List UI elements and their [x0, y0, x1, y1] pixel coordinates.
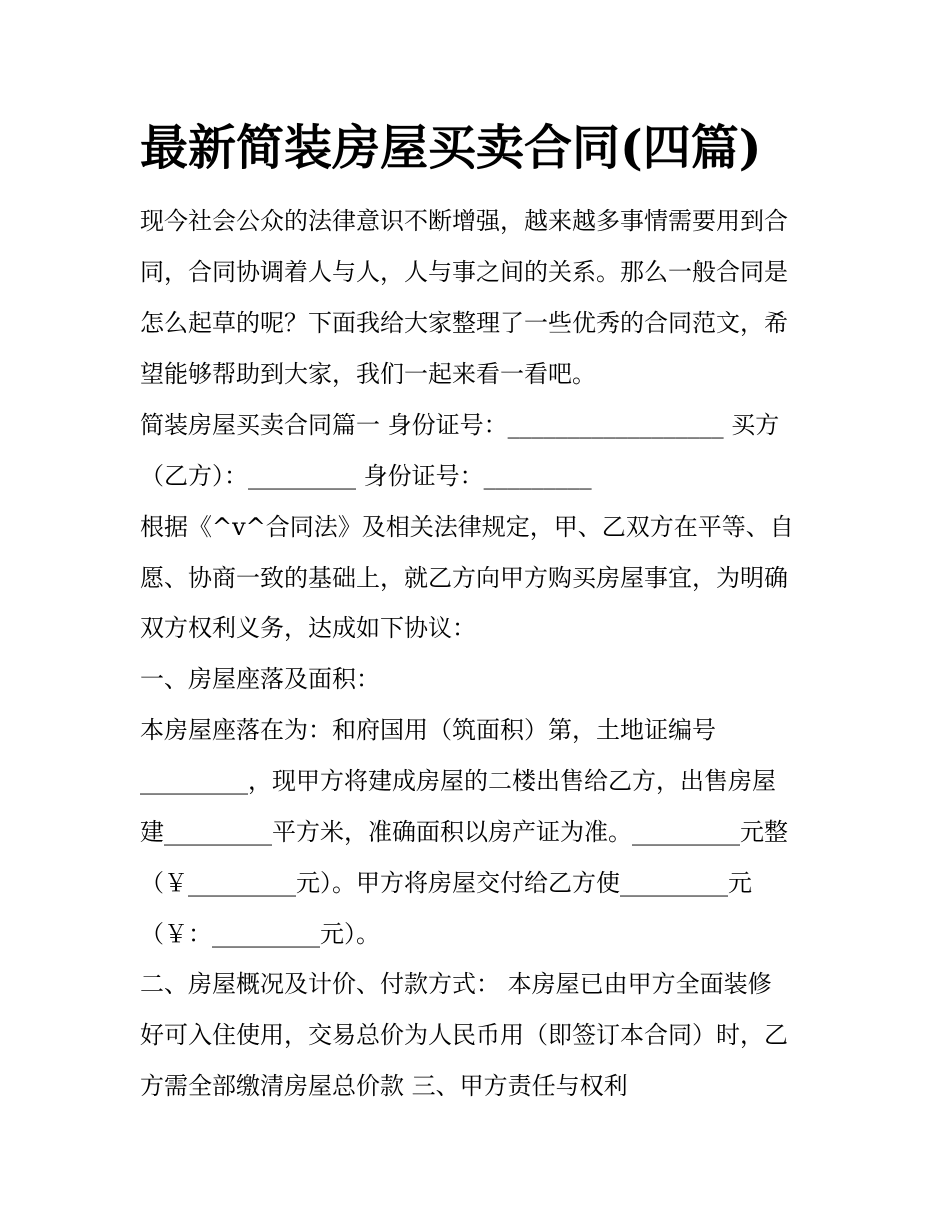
paragraph-line: 望能够帮助到大家，我们一起来看一看吧。 [140, 360, 596, 388]
paragraph-line: 建_________平方米，准确面积以房产证为准。_________元整 [140, 818, 788, 846]
paragraph-line: 本房屋座落在为：和府国用（筑面积）第，土地证编号 [140, 716, 716, 744]
section-heading: 一、房屋座落及面积： [140, 665, 380, 693]
paragraph-line: 方需全部缴清房屋总价款 三、甲方责任与权利 [140, 1072, 628, 1100]
paragraph-line: （￥：_________元）。 [140, 920, 380, 948]
page-title: 最新简装房屋买卖合同(四篇) [140, 120, 762, 176]
paragraph-line: 好可入住使用，交易总价为人民币用（即签订本合同）时，乙 [140, 1021, 788, 1049]
paragraph-line: （乙方）：_________ 身份证号：_________ [140, 462, 592, 490]
paragraph-line: 愿、协商一致的基础上，就乙方向甲方购买房屋事宜，为明确 [140, 564, 788, 592]
paragraph-line: _________，现甲方将建成房屋的二楼出售给乙方，出售房屋 [140, 767, 776, 795]
section-heading: 二、房屋概况及计价、付款方式： 本房屋已由甲方全面装修 [140, 970, 772, 998]
paragraph-line: 双方权利义务，达成如下协议： [140, 614, 476, 642]
paragraph-line: 简装房屋买卖合同篇一 身份证号：__________________ 买方 [140, 411, 780, 439]
paragraph-line: 现今社会公众的法律意识不断增强，越来越多事情需要用到合 [140, 207, 788, 235]
paragraph-line: 同，合同协调着人与人，人与事之间的关系。那么一般合同是 [140, 258, 788, 286]
paragraph-line: （￥_________元）。甲方将房屋交付给乙方使_________元 [140, 869, 752, 897]
paragraph-line: 根据《^v^合同法》及相关法律规定，甲、乙双方在平等、自 [140, 513, 794, 541]
paragraph-line: 怎么起草的呢？下面我给大家整理了一些优秀的合同范文，希 [140, 309, 788, 337]
